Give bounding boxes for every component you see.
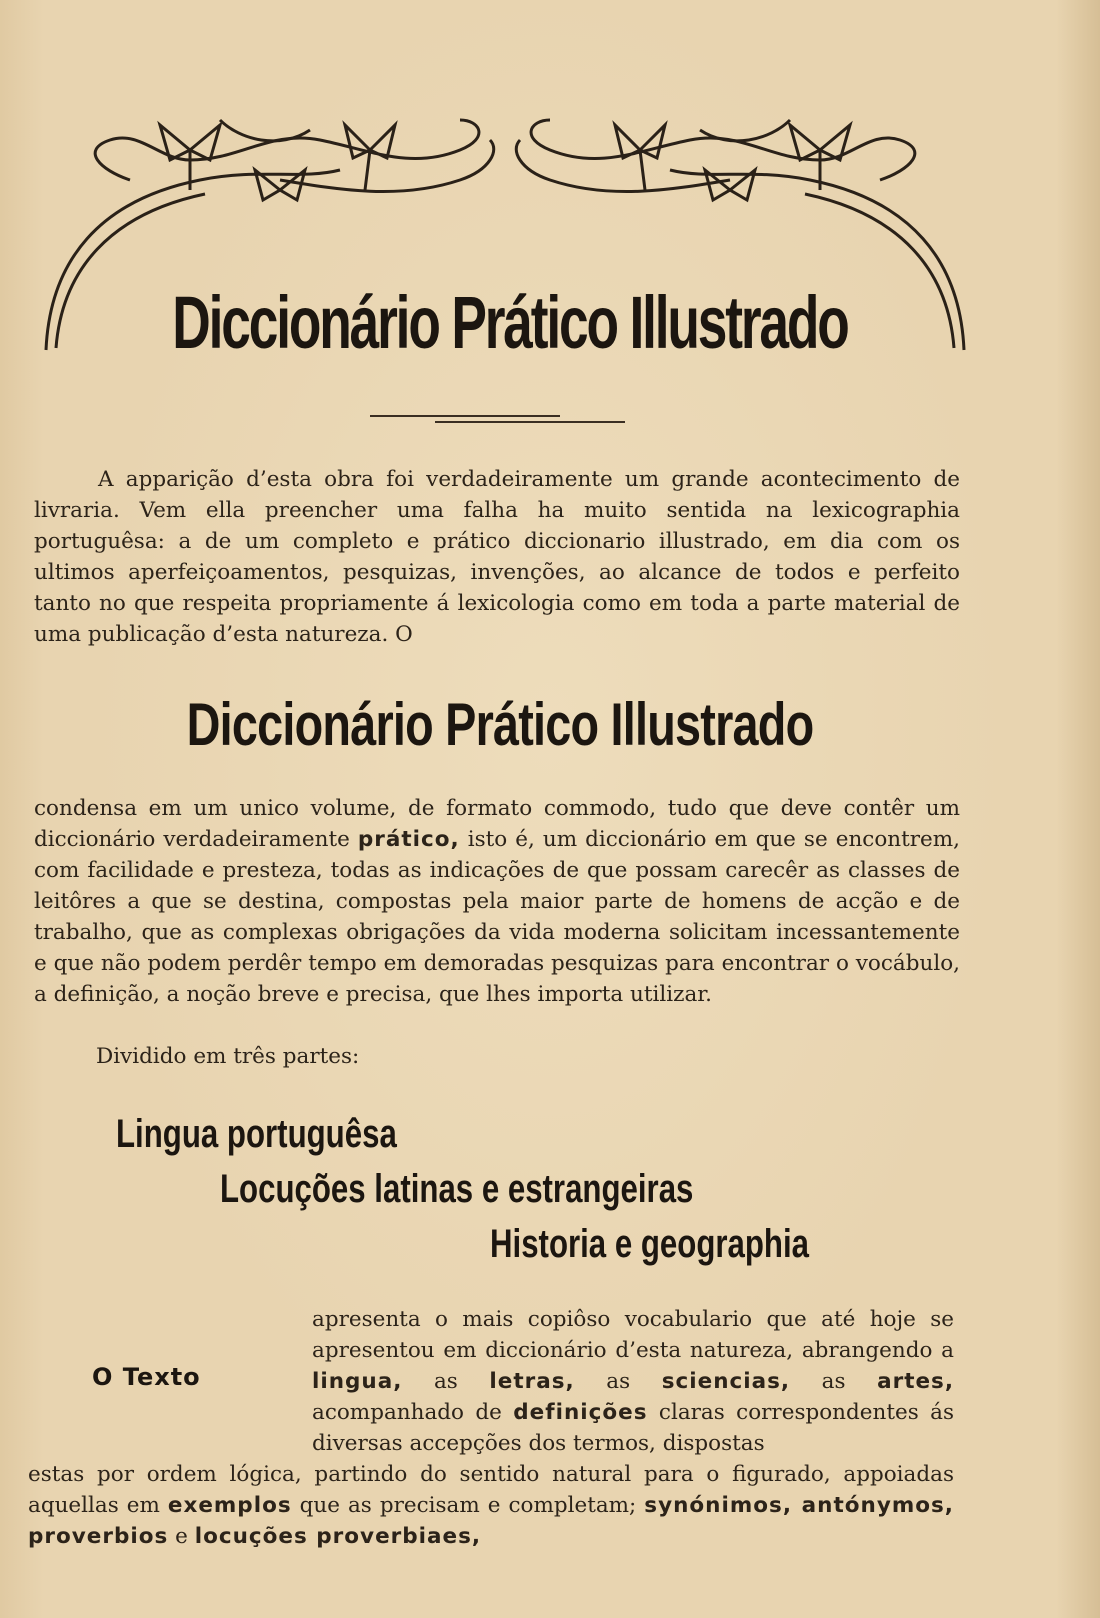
texto-c2: que as precisam e completam; [299,1493,637,1518]
texto-s1: apresenta o mais copiôso vocabulario que até hoje se apresentou em diccionário d’esta natureza, abrangendo a [312,1307,954,1363]
texto-label: O Texto [92,1363,201,1391]
texto-b4: artes, [877,1369,955,1394]
texto-continuation [28,1459,954,1552]
description-paragraph [34,793,960,1010]
title-rule [370,415,560,417]
texto-s4: as [821,1369,846,1394]
texto-cb2: synónimos, antónymos, proverbios [28,1493,954,1549]
texto-b1: lingua, [312,1369,403,1394]
divided-line: Dividido em três partes: [96,1044,360,1069]
texto-b3: sciencias, [661,1369,791,1394]
intro-paragraph: A apparição d’esta obra foi verdadeiramente um grande acontecimento de livraria. Vem ella preencher uma falha ha muito sentida na lexicographia portuguêsa: a de um completo e prático diccionario illustrado, em dia com os ultimos aperfeiçoamentos, pesquizas, invenções, ao alcance de todos e perfeito tanto no que respeita propriamente á lexicologia como em toda a parte material de uma publicação d’esta natureza. O [34,467,960,647]
texto-s5: acompanhado de [312,1400,502,1425]
part-1-heading: Lingua portuguêsa [116,1112,397,1156]
texto-c1: estas por ordem lógica, partindo do sentido natural para o figurado, appoiadas aquellas em [28,1462,954,1518]
texto-b2: letras, [489,1369,575,1394]
part-3-heading: Historia e geographia [490,1222,810,1266]
part-2-heading: Locuções latinas e estrangeiras [220,1167,694,1211]
title-rule-lower [435,421,625,423]
body-text-a: condensa em um unico volume, de formato commodo, tudo que deve contêr um diccionário verdadeiramente [34,796,960,852]
emphasis-pratico: prático, [357,827,460,852]
texto-s6: claras correspondentes ás diversas accepções dos termos, dispostas [312,1400,954,1456]
texto-cb1: exemplos [167,1493,292,1518]
body-text-b: isto é, um diccionário em que se encontrem, com facilidade e presteza, todas as indicações de que possam carecêr as classes de leitôres a que se destina, compostas pela maior parte de homens de acção e de trabalho, que as complexas obrigações da vida moderna solicitam incessantemente e que não podem perdêr tempo em demoradas pesquizas para encontrar o vocábulo, a definição, a noção breve e precisa, que lhes importa utilizar. [34,827,960,1007]
texto-s3: as [606,1369,631,1394]
texto-c3: e [175,1524,188,1549]
texto-paragraph [312,1304,954,1459]
texto-cb3: locuções proverbiaes, [194,1524,482,1549]
page-title: Diccionário Prático Illustrado [172,281,848,364]
texto-s2: as [433,1369,458,1394]
title-repeat: Diccionário Prático Illustrado [186,691,814,758]
texto-b5: definições [513,1400,648,1425]
